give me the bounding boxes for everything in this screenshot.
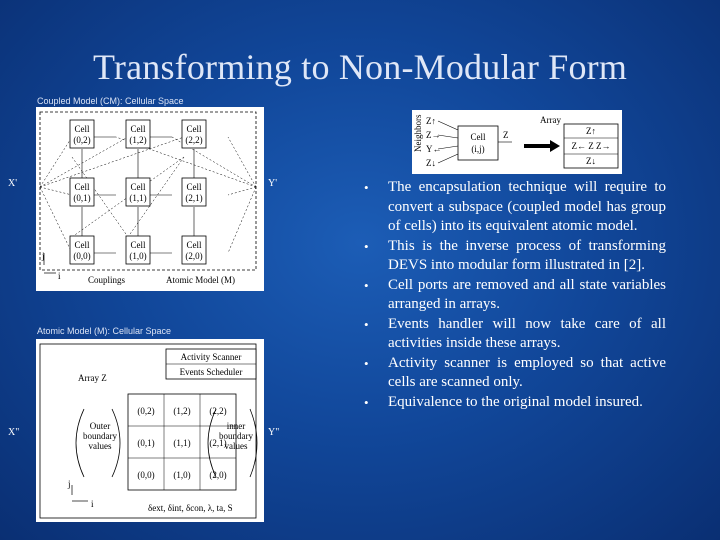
atomic-input-label: X" [8, 427, 20, 438]
coupled-model-caption: Coupled Model (CM): Cellular Space [37, 96, 184, 106]
cell-coords: (0,2) [73, 135, 91, 145]
array-label: Array [540, 115, 561, 125]
cell-label: Cell [74, 124, 90, 134]
array-bottom: Z↓ [586, 156, 596, 166]
axis-i-label: i [91, 499, 94, 509]
cell-label: Cell [186, 182, 202, 192]
bullet-item: • Cell ports are removed and all state variables arranged in arrays. [360, 276, 666, 315]
cell-coords: (1,2) [129, 135, 147, 145]
bullet-item: • This is the inverse process of transforming DEVS into modular form illustrated in [2]. [360, 237, 666, 276]
bullet-item: • Equivalence to the original model insured. [360, 393, 666, 413]
axis-j-label: j [68, 479, 71, 489]
neighbor-input: Z↓ [426, 158, 436, 168]
atomic-model-label: Atomic Model (M) [166, 275, 235, 285]
cell-label: Cell [74, 240, 90, 250]
grid-cell: (2,2) [209, 406, 227, 416]
coupled-output-label: Y' [268, 178, 278, 189]
array-z-label: Array Z [78, 373, 107, 383]
array-top: Z↑ [586, 126, 596, 136]
neighbor-input: Z↑ [426, 116, 436, 126]
coupled-model-diagram [36, 107, 264, 291]
grid-cell: (2,0) [209, 470, 227, 480]
arrow-icon [524, 140, 560, 152]
activity-scanner-label: Activity Scanner [180, 352, 242, 362]
axis-i-label: i [58, 271, 61, 281]
cell-coords: (1,0) [129, 251, 147, 261]
bullet-item: • The encapsulation technique will require to convert a subspace (coupled model has group of cells) into its equivalent atomic model. [360, 178, 666, 237]
grid-cell: (0,2) [137, 406, 155, 416]
cell-label: Cell [186, 124, 202, 134]
grid-cell: (2,1) [209, 438, 227, 448]
grid-cell: (0,0) [137, 470, 155, 480]
coupled-input-label: X' [8, 178, 18, 189]
cell-coords: (2,2) [185, 135, 203, 145]
atomic-model-caption: Atomic Model (M): Cellular Space [37, 326, 172, 336]
cell-coords: (2,1) [185, 193, 203, 203]
array-transformation-diagram [412, 110, 622, 174]
cell-coords: (1,1) [129, 193, 147, 203]
cell-coords: (i,j) [471, 144, 485, 154]
cell-label: Cell [74, 182, 90, 192]
bullet-item: • Events handler will now take care of all activities inside these arrays. [360, 315, 666, 354]
slide-title: Transforming to Non-Modular Form [92, 47, 628, 87]
cell-coords: (2,0) [185, 251, 203, 261]
atomic-model-diagram [36, 339, 264, 522]
cell-label: Cell [470, 132, 486, 142]
atomic-output-label: Y" [268, 427, 280, 438]
cell-label: Cell [186, 240, 202, 250]
cell-coords: (0,1) [73, 193, 91, 203]
neighbor-input: Y← [426, 144, 442, 154]
cell-coords: (0,0) [73, 251, 91, 261]
cell-label: Cell [130, 124, 146, 134]
grid-cell: (1,0) [173, 470, 191, 480]
events-scheduler-label: Events Scheduler [179, 367, 243, 377]
bullet-list [360, 178, 666, 412]
bullet-item: • Activity scanner is employed so that active cells are scanned only. [360, 354, 666, 393]
cell-label: Cell [130, 182, 146, 192]
grid-cell: (0,1) [137, 438, 155, 448]
grid-cell: (1,1) [173, 438, 191, 448]
outer-boundary-label: Outer boundary values [83, 421, 117, 451]
neighbors-label: Neighbors [413, 114, 423, 152]
cell-output-label: Z [503, 130, 509, 140]
grid-cell: (1,2) [173, 406, 191, 416]
axis-j-label: j [42, 251, 45, 261]
cell-label: Cell [130, 240, 146, 250]
array-mid: Z← Z Z→ [571, 141, 611, 151]
inner-boundary-label: inner boundary values [219, 421, 253, 451]
neighbor-input: Z→ [426, 130, 441, 140]
couplings-label: Couplings [88, 275, 126, 285]
functions-label: δext, δint, δcon, λ, ta, S [148, 503, 233, 513]
